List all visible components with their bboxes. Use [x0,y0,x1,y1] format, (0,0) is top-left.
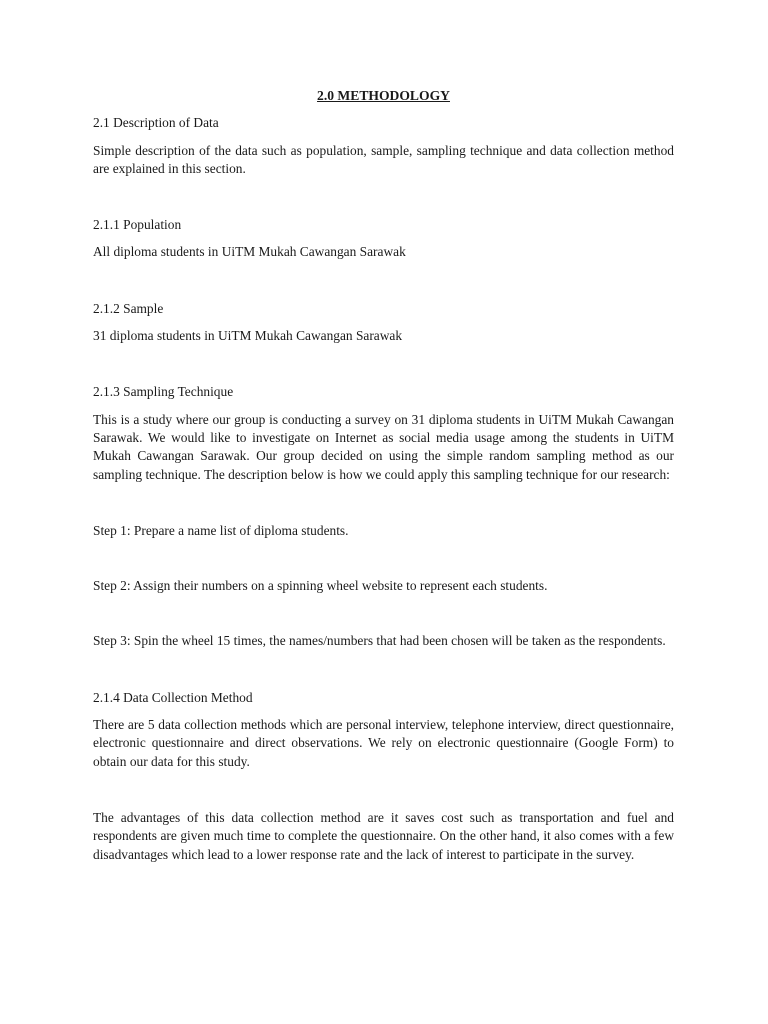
section-heading-description: 2.1 Description of Data [93,115,219,131]
section-text-sampling: This is a study where our group is conducting a survey on 31 diploma students in UiTM Mukah Cawangan Sarawak. We would like to investigate on Internet as social media usage among the students in UiTM Mukah Cawangan Sarawak. Our group decided on using the simple random sampling method as our sampling technique. The description below is how we could apply this sampling technique for our research: [93,411,674,482]
document-body [93,87,674,864]
section-text-collection: There are 5 data collection methods which are personal interview, telephone interview, direct questionnaire, electronic questionnaire and direct observations. We rely on electronic questionnaire (Google Form) to obtain our data for this study. [93,717,674,769]
section-text-sample: 31 diploma students in UiTM Mukah Cawangan Sarawak [93,328,403,344]
section-text-advantages: The advantages of this data collection method are it saves cost such as transportation and fuel and respondents are given much time to complete the questionnaire. On the other hand, it also comes with a few disadvantages which lead to a lower response rate and the lack of interest to participate in the survey. [93,809,674,862]
section-text-population: All diploma students in UiTM Mukah Cawangan Sarawak [93,244,406,260]
section-text-description: Simple description of the data such as population, sample, sampling technique and data collection method are explained in this section. [93,142,674,176]
page-title: 2.0 METHODOLOGY [317,88,450,103]
sampling-step-2: Step 2: Assign their numbers on a spinning wheel website to represent each students. [93,578,548,594]
section-heading-sample: 2.1.2 Sample [93,300,164,316]
section-heading-sampling: 2.1.3 Sampling Technique [93,384,234,400]
sampling-step-3: Step 3: Spin the wheel 15 times, the names/numbers that had been chosen will be taken as the respondents. [93,633,666,649]
section-heading-collection: 2.1.4 Data Collection Method [93,689,253,705]
sampling-step-1: Step 1: Prepare a name list of diploma students. [93,522,349,538]
section-heading-population: 2.1.1 Population [93,217,182,233]
